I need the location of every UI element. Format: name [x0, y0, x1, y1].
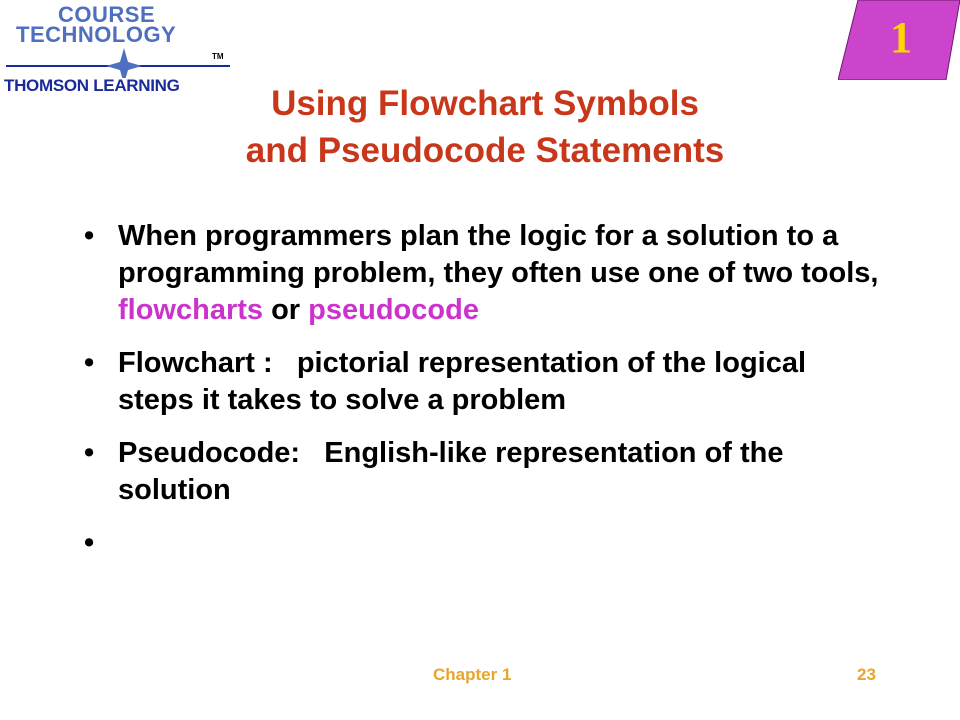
slide-title-line-1: Using Flowchart Symbols — [271, 84, 699, 123]
bullet-text: When programmers plan the logic for a solution to a programming problem, they often use one of two tools, — [118, 220, 879, 289]
logo-star-icon — [0, 42, 240, 78]
bullet-item-empty — [84, 525, 884, 562]
bullet-item — [84, 218, 884, 329]
footer-page-number: 23 — [857, 665, 876, 684]
logo-course-text: COURSE — [58, 2, 156, 27]
bullet-item — [84, 345, 884, 419]
logo-trademark: TM — [212, 52, 224, 61]
footer-chapter-label: Chapter 1 — [433, 665, 512, 684]
logo-technology-text: TECHNOLOGY — [16, 22, 177, 47]
bullet-text-mid: or — [263, 294, 309, 326]
highlight-term-flowcharts: flowcharts — [118, 294, 264, 326]
chapter-badge-number: 1 — [890, 13, 912, 62]
bullet-text: Pseudocode: English-like representation of the solution — [118, 437, 792, 506]
slide-title-line-2: and Pseudocode Statements — [245, 131, 725, 170]
highlight-term-pseudocode: pseudocode — [308, 294, 479, 326]
slide-title — [160, 80, 810, 174]
bullet-dot-icon: • — [84, 220, 95, 252]
bullet-dot-icon: • — [84, 527, 95, 559]
logo-thomson-text: THOMSON LEARNING — [4, 76, 180, 95]
bullet-dot-icon: • — [84, 347, 95, 379]
bullet-list — [84, 218, 884, 578]
bullet-item — [84, 435, 884, 509]
bullet-text: Flowchart : pictorial representation of the logical steps it takes to solve a problem — [118, 347, 815, 416]
bullet-dot-icon: • — [84, 437, 95, 469]
